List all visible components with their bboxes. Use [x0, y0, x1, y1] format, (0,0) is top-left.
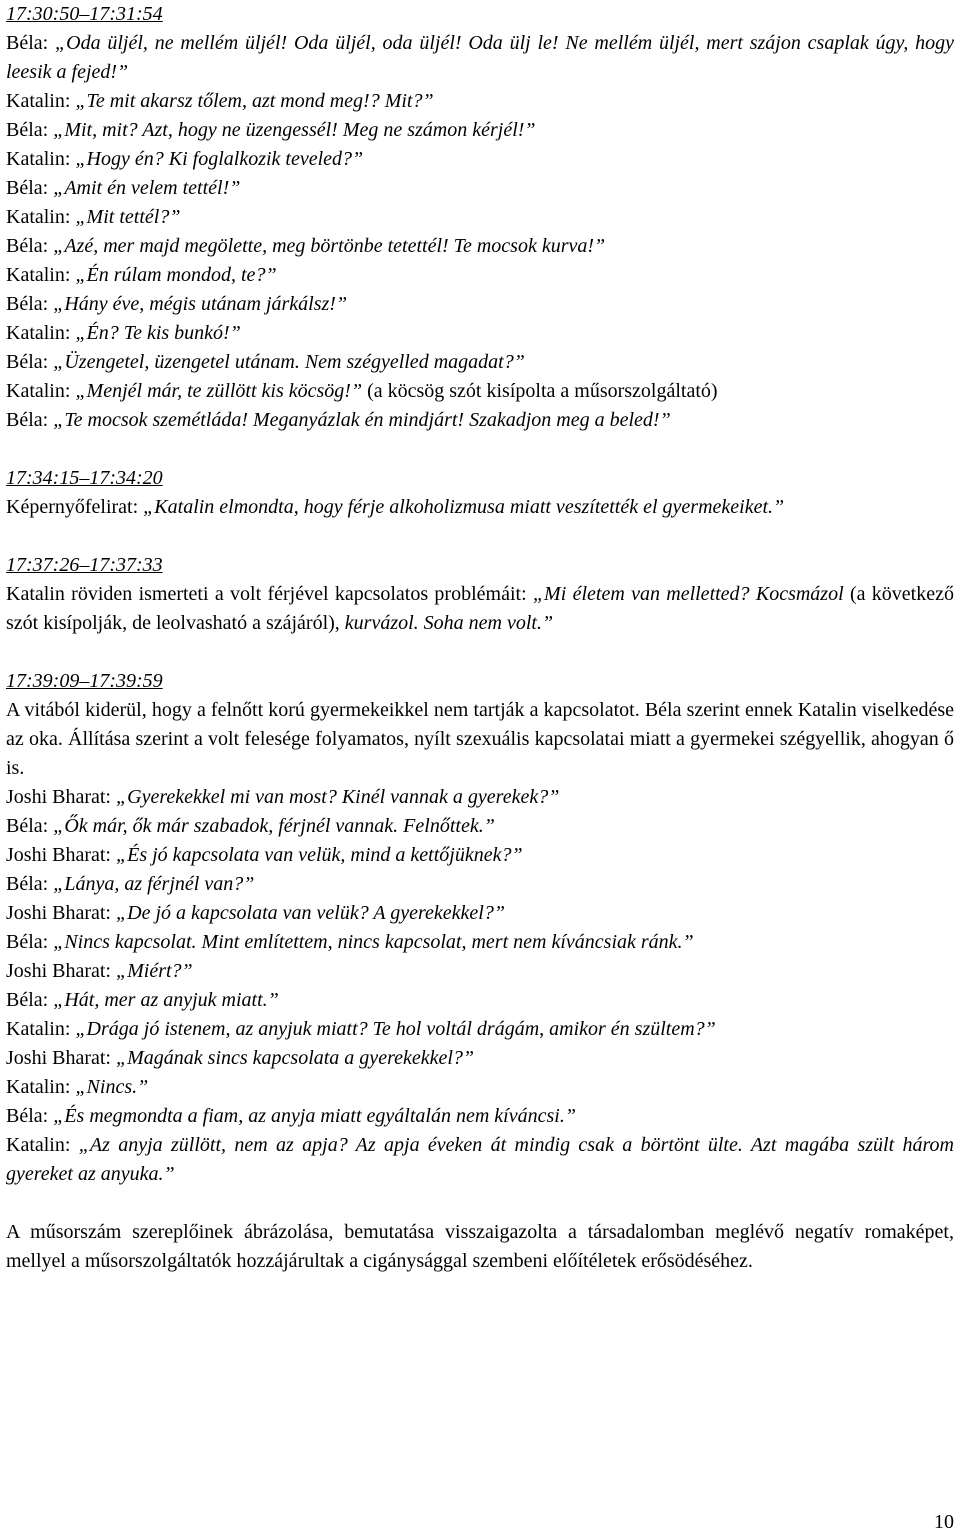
quote-text: „Mit tettél?” [75, 206, 181, 228]
speaker-name: Joshi Bharat: [6, 1047, 111, 1069]
paragraph-gap [6, 522, 954, 551]
dialogue-line [6, 29, 954, 87]
speaker-name: Béla: [6, 1105, 49, 1127]
quote-text: „Hát, mer az anyjuk miatt.” [53, 989, 279, 1011]
quote-text: „Miért?” [116, 960, 193, 982]
speaker-name: Katalin: [6, 206, 71, 228]
quote-text: „És jó kapcsolata van velük, mind a kettőjüknek?” [116, 844, 523, 866]
quote-text: „Gyerekekkel mi van most? Kinél vannak a gyerekek?” [116, 786, 560, 808]
quote-text: „Lánya, az férjnél van?” [53, 873, 255, 895]
speaker-name: Katalin: [6, 90, 71, 112]
speaker-name: Képernyőfelirat: [6, 496, 139, 518]
dialogue-line [6, 783, 954, 812]
narration-text: Katalin röviden ismerteti a volt férjével kapcsolatos problémáit: [6, 583, 533, 605]
narration-paragraph: A vitából kiderül, hogy a felnőtt korú gyermekeikkel nem tartják a kapcsolatot. Béla szerint ennek Katalin viselkedése az oka. Állítása szerint a volt felesége folyamatos, nyílt szexuális kapcsolatai miatt a gyermekei szégyellik, ahogyan ő is. [6, 699, 954, 779]
quote-text: „Te mit akarsz tőlem, azt mond meg!? Mit?” [75, 90, 434, 112]
narration-text: (a következő szót kisípolják, de leolvasható a szájáról), [6, 583, 954, 634]
dialogue-line [6, 377, 954, 406]
paragraph-gap [6, 435, 954, 464]
quote-text: „Te mocsok szemétláda! Meganyázlak én mindjárt! Szakadjon meg a beled!” [53, 409, 671, 431]
speaker-name: Katalin: [6, 1134, 71, 1156]
quote-text: „Drága jó istenem, az anyjuk miatt? Te hol voltál drágám, amikor én szültem?” [75, 1018, 716, 1040]
speaker-name: Béla: [6, 989, 49, 1011]
speaker-name: Joshi Bharat: [6, 786, 111, 808]
speaker-name: Béla: [6, 293, 49, 315]
dialogue-line [6, 174, 954, 203]
quote-text: „Katalin elmondta, hogy férje alkoholizmusa miatt veszítették el gyermekeiket.” [143, 496, 785, 518]
quote-text: kurvázol. Soha nem volt.” [344, 612, 554, 634]
speaker-name: Katalin: [6, 380, 71, 402]
dialogue-line [6, 145, 954, 174]
dialogue-line [6, 928, 954, 957]
timecode [6, 551, 954, 580]
speaker-name: Béla: [6, 873, 49, 895]
dialogue-line [6, 812, 954, 841]
quote-text: „Hány éve, mégis utánam járkálsz!” [53, 293, 348, 315]
dialogue-line [6, 1015, 954, 1044]
speaker-name: Béla: [6, 931, 49, 953]
timecode-text: 17:34:15–17:34:20 [6, 467, 163, 489]
quote-text: „Az anyja züllött, nem az apja? Az apja éveken át mindig csak a börtönt ülte. Azt magába szült három gyereket az anyuka.” [6, 1134, 954, 1185]
quote-text: „Mi életem van melletted? Kocsmázol [532, 583, 844, 605]
dialogue-line [6, 1131, 954, 1189]
dialogue-line [6, 870, 954, 899]
speaker-name: Katalin: [6, 264, 71, 286]
quote-text: „Hogy én? Ki foglalkozik teveled?” [75, 148, 364, 170]
quote-text: „Nincs.” [75, 1076, 149, 1098]
timecode [6, 464, 954, 493]
timecode [6, 667, 954, 696]
dialogue-line [6, 986, 954, 1015]
speaker-name: Béla: [6, 119, 49, 141]
quote-text: „Én? Te kis bunkó!” [75, 322, 241, 344]
quote-text: „Amit én velem tettél!” [53, 177, 241, 199]
dialogue-line [6, 348, 954, 377]
speaker-name: Katalin: [6, 322, 71, 344]
quote-text: „Én rúlam mondod, te?” [75, 264, 277, 286]
dialogue-line [6, 493, 954, 522]
speaker-name: Katalin: [6, 148, 71, 170]
dialogue-line [6, 87, 954, 116]
speaker-name: Joshi Bharat: [6, 844, 111, 866]
timecode [6, 0, 954, 29]
dialogue-line [6, 406, 954, 435]
narration-paragraph: A műsorszám szereplőinek ábrázolása, bemutatása visszaigazolta a társadalomban meglévő negatív romaképet, mellyel a műsorszolgáltatók hozzájárultak a cigánysággal szembeni előítéletek erősödéséhez. [6, 1221, 954, 1272]
speaker-name: Béla: [6, 32, 49, 54]
speaker-name: Béla: [6, 235, 49, 257]
transcript-body [6, 0, 954, 1276]
dialogue-line [6, 1073, 954, 1102]
paragraph-gap [6, 638, 954, 667]
dialogue-line [6, 203, 954, 232]
dialogue-line [6, 1044, 954, 1073]
dialogue-line [6, 841, 954, 870]
speaker-name: Joshi Bharat: [6, 960, 111, 982]
dialogue-line [6, 261, 954, 290]
quote-text: „Ők már, ők már szabadok, férjnél vannak. Felnőttek.” [53, 815, 495, 837]
editor-note: (a köcsög szót kisípolta a műsorszolgáltató) [367, 380, 718, 402]
page-number: 10 [934, 1511, 954, 1533]
quote-text: „Üzengetel, üzengetel utánam. Nem szégyelled magadat?” [53, 351, 525, 373]
speaker-name: Béla: [6, 815, 49, 837]
speaker-name: Béla: [6, 351, 49, 373]
timecode-text: 17:39:09–17:39:59 [6, 670, 163, 692]
quote-text: „Nincs kapcsolat. Mint említettem, nincs kapcsolat, mert nem kíváncsiak ránk.” [53, 931, 694, 953]
quote-text: „Menjél már, te züllött kis köcsög!” [75, 380, 363, 402]
dialogue-line [6, 957, 954, 986]
dialogue-line [6, 232, 954, 261]
timecode-text: 17:37:26–17:37:33 [6, 554, 163, 576]
speaker-name: Béla: [6, 409, 49, 431]
dialogue-line [6, 899, 954, 928]
dialogue-line [6, 290, 954, 319]
quote-text: „Oda üljél, ne mellém üljél! Oda üljél, oda üljél! Oda ülj le! Ne mellém üljél, mert szájon csaplak úgy, hogy leesik a fejed!” [6, 32, 954, 83]
quote-text: „És megmondta a fiam, az anyja miatt egyáltalán nem kíváncsi.” [53, 1105, 576, 1127]
speaker-name: Béla: [6, 177, 49, 199]
dialogue-line [6, 116, 954, 145]
quote-text: „Magának sincs kapcsolata a gyerekekkel?” [116, 1047, 475, 1069]
dialogue-line [6, 319, 954, 348]
quote-text: „De jó a kapcsolata van velük? A gyerekekkel?” [116, 902, 505, 924]
paragraph-gap [6, 1189, 954, 1218]
quote-text: „Mit, mit? Azt, hogy ne üzengessél! Meg ne számon kérjél!” [53, 119, 536, 141]
timecode-text: 17:30:50–17:31:54 [6, 3, 163, 25]
speaker-name: Katalin: [6, 1018, 71, 1040]
quote-text: „Azé, mer majd megölette, meg börtönbe tetettél! Te mocsok kurva!” [53, 235, 606, 257]
speaker-name: Joshi Bharat: [6, 902, 111, 924]
dialogue-line [6, 1102, 954, 1131]
speaker-name: Katalin: [6, 1076, 71, 1098]
narration-paragraph [6, 580, 954, 638]
